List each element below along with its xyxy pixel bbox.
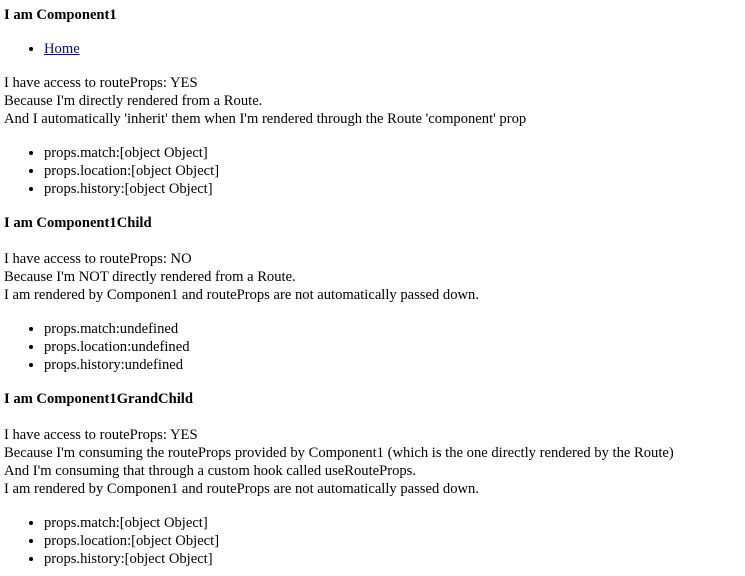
prop-location: • props.location:undefined xyxy=(44,338,741,356)
component1-info xyxy=(4,74,741,128)
route-access-reason: Because I'm NOT directly rendered from a Route. xyxy=(4,269,296,285)
component1grandchild-section xyxy=(4,390,741,568)
component1grandchild-props-list xyxy=(4,514,741,568)
home-link[interactable]: Home xyxy=(44,41,80,57)
prop-match: • props.match:[object Object] xyxy=(44,144,741,162)
route-access-status: I have access to routeProps: YES xyxy=(4,427,198,443)
prop-location: • props.location:[object Object] xyxy=(44,532,741,550)
component1-title: I am Component1 xyxy=(4,7,117,23)
prop-history: • props.history:[object Object] xyxy=(44,550,741,568)
component1-section xyxy=(4,0,741,198)
route-access-detail: And I automatically 'inherit' them when I'm rendered through the Route 'component' prop xyxy=(4,111,527,127)
route-access-status: I have access to routeProps: YES xyxy=(4,75,198,91)
component1child-title: I am Component1Child xyxy=(4,215,152,231)
component1-props-list xyxy=(4,144,741,198)
route-access-reason: Because I'm consuming the routeProps provided by Component1 (which is the one directly rendered by the Route) xyxy=(4,445,674,461)
component1grandchild-title: I am Component1GrandChild xyxy=(4,391,193,407)
route-access-detail: I am rendered by Componen1 and routeProps are not automatically passed down. xyxy=(4,481,479,497)
prop-match: • props.match:[object Object] xyxy=(44,514,741,532)
route-access-reason: Because I'm directly rendered from a Route. xyxy=(4,93,263,109)
custom-hook-note: And I'm consuming that through a custom hook called useRouteProps. xyxy=(4,463,417,479)
prop-history: • props.history:[object Object] xyxy=(44,180,741,198)
prop-history: • props.history:undefined xyxy=(44,356,741,374)
nav-item-home xyxy=(44,40,741,58)
component1-nav-list xyxy=(4,40,741,58)
prop-location: • props.location:[object Object] xyxy=(44,162,741,180)
component1grandchild-info xyxy=(4,426,741,498)
component1child-props-list xyxy=(4,320,741,374)
route-access-detail: I am rendered by Componen1 and routeProps are not automatically passed down. xyxy=(4,287,479,303)
route-access-status: I have access to routeProps: NO xyxy=(4,251,192,267)
component1child-section xyxy=(4,214,741,374)
component1child-info xyxy=(4,250,741,304)
prop-match: • props.match:undefined xyxy=(44,320,741,338)
